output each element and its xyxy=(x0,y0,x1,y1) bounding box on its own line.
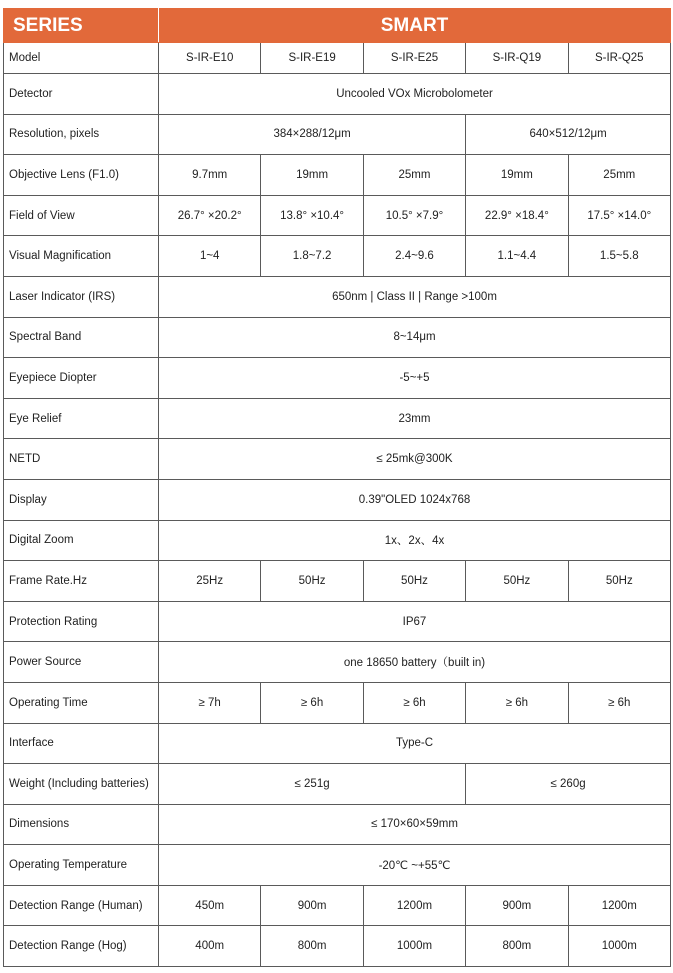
spec-row xyxy=(4,317,671,358)
spec-value: 1000m xyxy=(363,926,465,967)
spec-value: ≤ 170×60×59mm xyxy=(159,804,671,845)
spec-value: ≥ 7h xyxy=(159,682,261,723)
spec-value: 1~4 xyxy=(159,236,261,277)
spec-row xyxy=(4,276,671,317)
spec-row xyxy=(4,845,671,886)
spec-value: 900m xyxy=(261,885,363,926)
spec-label: Detection Range (Hog) xyxy=(4,926,159,967)
spec-row xyxy=(4,885,671,926)
spec-value: 2.4~9.6 xyxy=(363,236,465,277)
spec-label: Protection Rating xyxy=(4,601,159,642)
series-label: SERIES xyxy=(4,9,159,43)
spec-label: Frame Rate.Hz xyxy=(4,561,159,602)
spec-value: 19mm xyxy=(466,155,568,196)
series-name: SMART xyxy=(159,9,671,43)
spec-value: 25mm xyxy=(568,155,670,196)
spec-value: 800m xyxy=(261,926,363,967)
model-cell: S-IR-E19 xyxy=(261,43,363,74)
model-cell: S-IR-Q25 xyxy=(568,43,670,74)
spec-row xyxy=(4,520,671,561)
spec-value: ≥ 6h xyxy=(363,682,465,723)
spec-label: Detector xyxy=(4,74,159,115)
spec-value: ≥ 6h xyxy=(466,682,568,723)
spec-row xyxy=(4,764,671,805)
spec-row xyxy=(4,642,671,683)
spec-value: 25mm xyxy=(363,155,465,196)
spec-row xyxy=(4,723,671,764)
spec-label: Digital Zoom xyxy=(4,520,159,561)
spec-value: 23mm xyxy=(159,398,671,439)
spec-value: 50Hz xyxy=(466,561,568,602)
spec-value: 1.8~7.2 xyxy=(261,236,363,277)
series-header-row xyxy=(4,9,671,43)
spec-value: -5~+5 xyxy=(159,358,671,399)
model-cell: S-IR-E10 xyxy=(159,43,261,74)
spec-row xyxy=(4,601,671,642)
model-row xyxy=(4,43,671,74)
spec-label: Weight (Including batteries) xyxy=(4,764,159,805)
spec-value: 25Hz xyxy=(159,561,261,602)
spec-value: 19mm xyxy=(261,155,363,196)
spec-value: 17.5° ×14.0° xyxy=(568,195,670,236)
spec-value: 384×288/12μm xyxy=(159,114,466,155)
spec-label: Eyepiece Diopter xyxy=(4,358,159,399)
spec-row xyxy=(4,804,671,845)
spec-value: 13.8° ×10.4° xyxy=(261,195,363,236)
spec-value: 50Hz xyxy=(261,561,363,602)
spec-value: 1000m xyxy=(568,926,670,967)
spec-value: 1.5~5.8 xyxy=(568,236,670,277)
spec-value: 22.9° ×18.4° xyxy=(466,195,568,236)
spec-label: Operating Temperature xyxy=(4,845,159,886)
spec-label: Operating Time xyxy=(4,682,159,723)
spec-label: Resolution, pixels xyxy=(4,114,159,155)
spec-row xyxy=(4,195,671,236)
spec-value: 650nm | Class II | Range >100m xyxy=(159,276,671,317)
spec-value: ≤ 260g xyxy=(466,764,671,805)
spec-value: 8~14μm xyxy=(159,317,671,358)
spec-label: NETD xyxy=(4,439,159,480)
spec-value: 640×512/12μm xyxy=(466,114,671,155)
spec-value: 1200m xyxy=(568,885,670,926)
spec-value: ≥ 6h xyxy=(261,682,363,723)
spec-row xyxy=(4,439,671,480)
spec-value: Uncooled VOx Microbolometer xyxy=(159,74,671,115)
spec-value: 50Hz xyxy=(363,561,465,602)
spec-value: 1.1~4.4 xyxy=(466,236,568,277)
spec-value: 400m xyxy=(159,926,261,967)
spec-value: ≤ 251g xyxy=(159,764,466,805)
spec-label: Objective Lens (F1.0) xyxy=(4,155,159,196)
spec-row xyxy=(4,114,671,155)
spec-row xyxy=(4,479,671,520)
spec-value: IP67 xyxy=(159,601,671,642)
spec-label: Dimensions xyxy=(4,804,159,845)
spec-value: 1x、2x、4x xyxy=(159,520,671,561)
spec-label: Visual Magnification xyxy=(4,236,159,277)
spec-value: ≤ 25mk@300K xyxy=(159,439,671,480)
spec-value: 50Hz xyxy=(568,561,670,602)
spec-label: Spectral Band xyxy=(4,317,159,358)
spec-row xyxy=(4,236,671,277)
spec-label: Laser Indicator (IRS) xyxy=(4,276,159,317)
spec-value: 800m xyxy=(466,926,568,967)
spec-value: 9.7mm xyxy=(159,155,261,196)
model-cell: S-IR-Q19 xyxy=(466,43,568,74)
spec-value: 1200m xyxy=(363,885,465,926)
spec-value: 10.5° ×7.9° xyxy=(363,195,465,236)
spec-label: Field of View xyxy=(4,195,159,236)
spec-table xyxy=(3,8,671,967)
spec-value: 0.39"OLED 1024x768 xyxy=(159,479,671,520)
spec-row xyxy=(4,926,671,967)
spec-label: Interface xyxy=(4,723,159,764)
spec-row xyxy=(4,358,671,399)
model-label: Model xyxy=(4,43,159,74)
spec-label: Eye Relief xyxy=(4,398,159,439)
spec-row xyxy=(4,682,671,723)
spec-row xyxy=(4,74,671,115)
spec-row xyxy=(4,398,671,439)
spec-value: 26.7° ×20.2° xyxy=(159,195,261,236)
spec-value: one 18650 battery（built in) xyxy=(159,642,671,683)
spec-label: Display xyxy=(4,479,159,520)
spec-value: 450m xyxy=(159,885,261,926)
model-cell: S-IR-E25 xyxy=(363,43,465,74)
spec-label: Power Source xyxy=(4,642,159,683)
spec-value: Type-C xyxy=(159,723,671,764)
spec-value: 900m xyxy=(466,885,568,926)
spec-value: -20℃ ~+55℃ xyxy=(159,845,671,886)
spec-label: Detection Range (Human) xyxy=(4,885,159,926)
spec-value: ≥ 6h xyxy=(568,682,670,723)
spec-row xyxy=(4,561,671,602)
spec-row xyxy=(4,155,671,196)
